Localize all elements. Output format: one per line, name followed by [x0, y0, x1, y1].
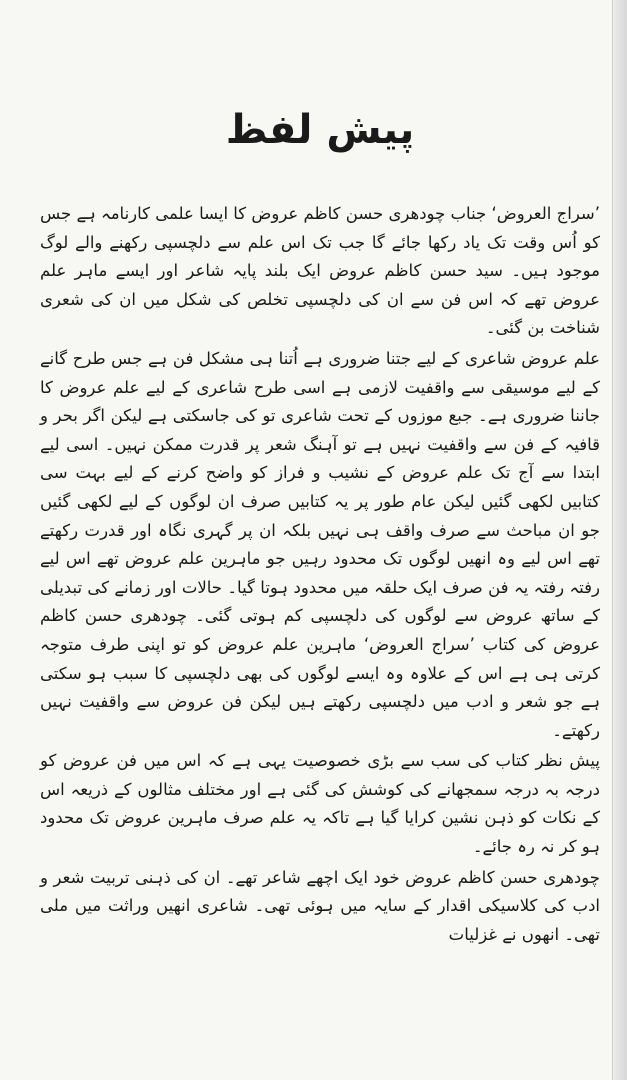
paragraph-3: پیش نظر کتاب کی سب سے بڑی خصوصیت یہی ہے کہ اس میں فن عروض کو درجہ بہ درجہ سمجھانے کی کوشش کی گئی ہے اور مختلف مثالوں کے ذریعہ اس کے نکات کو ذہن نشین کرایا گیا ہے تاکہ یہ علم صرف ماہرین عروض تک محدود ہو کر نہ رہ جائے۔ [40, 751, 600, 857]
page-edge [612, 0, 627, 1080]
document-page [40, 100, 600, 949]
paragraph-2: علم عروض شاعری کے لیے جتنا ضروری ہے اُتنا ہی مشکل فن ہے جس طرح گانے کے لیے موسیقی سے واقفیت لازمی ہے اسی طرح شاعری کے لیے علم عروض کا جاننا ضروری ہے۔ جبع موزوں کے تحت شاعری تو کی جاسکتی ہے لیکن اگر بحر و قافیہ کے فن سے واقفیت نہیں ہے تو آہنگ شعر پر قدرت ممکن نہیں۔ اسی لیے ابتدا سے آج تک علم عروض کے نشیب و فراز کو واضح کرنے کے لیے بہت سی کتابیں لکھی گئیں لیکن عام طور پر یہ کتابیں صرف ان لوگوں کے لیے لکھی گئیں جو ان مباحث سے صرف واقف ہی نہیں بلکہ ان پر گہری نگاہ اور قدرت رکھتے تھے اس لیے وہ انھیں لوگوں تک محدود رہیں جو ماہرین علم عروض تھے اس لیے رفتہ رفتہ یہ فن صرف ایک حلقہ میں محدود ہوتا گیا۔ حالات اور زمانے کی تبدیلی کے ساتھ عروض سے لوگوں کی دلچسپی کم ہوتی گئی۔ چودھری حسن کاظم عروض کی کتاب ’سراج العروض‘ ماہرین علم عروض کو تو اپنی طرف متوجہ کرتی ہی ہے اس کے علاوہ وہ ایسے لوگوں کی بھی دلچسپی کا سبب ہو سکتی ہے جو شعر و ادب میں دلچسپی رکھتے ہیں لیکن فن عروض سے واقفیت نہیں رکھتے۔ [40, 348, 600, 740]
paragraph-1: ’سراج العروض‘ جناب چودھری حسن کاظم عروض کا ایسا علمی کارنامہ ہے جس کو اُس وقت تک یاد رکھا جائے گا جب تک اس علم سے دلچسپی رکھنے والے لوگ موجود ہیں۔ سید حسن کاظم عروض ایک بلند پایہ شاعر اور ایسے ماہر علم عروض تھے کہ اس فن سے ان کی دلچسپی تخلص کی شکل میں ان کی شعری شناخت بن گئی۔ [39, 204, 600, 338]
paragraph-4: چودھری حسن کاظم عروض خود ایک اچھے شاعر تھے۔ ان کی ذہنی تربیت شعر و ادب کی کلاسیکی اقدار کے سایہ میں ہوئی تھی۔ شاعری انھیں وراثت میں ملی تھی۔ انھوں نے غزلیات [40, 867, 600, 944]
page-title: پیش لفظ [225, 107, 415, 153]
